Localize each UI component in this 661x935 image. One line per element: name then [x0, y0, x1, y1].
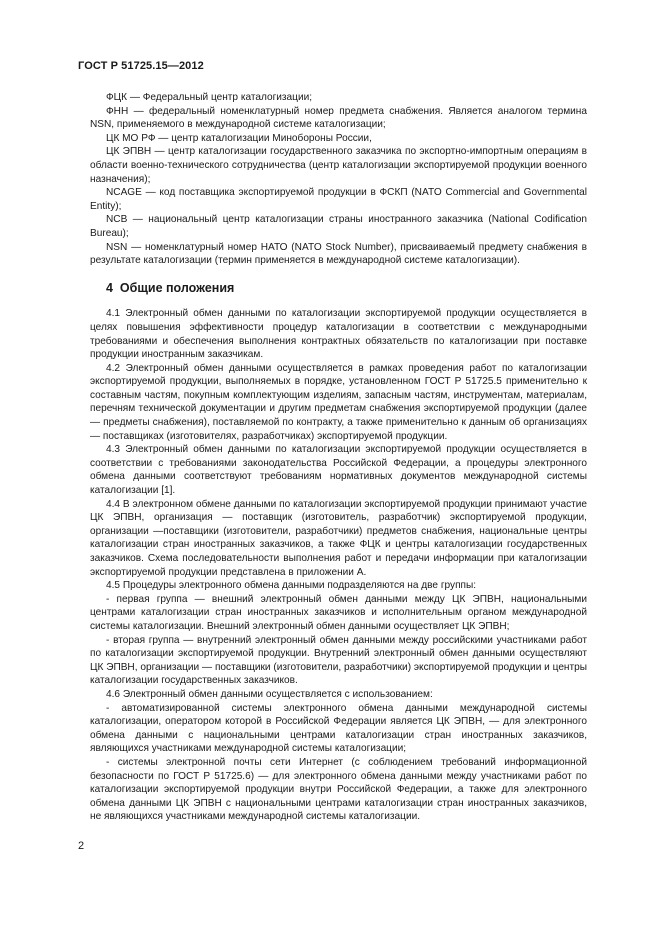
section-body — [90, 307, 587, 824]
paragraph: 4.1 Электронный обмен данными по каталогизации экспортируемой продукции осуществляется в целях повышения эффективности процедур каталогизации в соответствии с международными требованиями и обеспечения выполнения контрактных обязательств по каталогизации при поставке продукции иностранным заказчикам. — [90, 308, 587, 361]
abbreviation-item: NSN — номенклатурный номер НАТО (NATO Stock Number), присваиваемый предмету снабжения в результате каталогизации (термин применяется в международной системе каталогизации). — [90, 241, 587, 267]
abbreviation-item: ФНН — федеральный номенклатурный номер предмета снабжения. Является аналогом термина NSN, применяемого в международной системе каталогизации; — [90, 105, 587, 131]
document-header: ГОСТ Р 51725.15—2012 — [78, 60, 204, 72]
paragraph: 4.5 Процедуры электронного обмена данными подразделяются на две группы: — [106, 580, 477, 592]
paragraph: - вторая группа — внутренний электронный обмен данными между российскими участниками работ по каталогизации экспортируемой продукции. Внутренний электронный обмен данными осуществляют ЦК ЭПВН, организации — поставщики (изготовители, разработчики) экспортируемой продукции и центры каталогизации государственных заказчиков. — [90, 634, 587, 687]
paragraph: 4.6 Электронный обмен данными осуществляется с использованием: — [106, 688, 433, 700]
section-heading — [106, 282, 587, 296]
abbreviation-item: NCAGE — код поставщика экспортируемой продукции в ФСКП (NATO Commercial and Governmental Entity); — [90, 187, 587, 212]
abbreviation-item: NCB — национальный центр каталогизации страны иностранного заказчика (National Codification Bureau); — [90, 214, 587, 239]
abbreviation-item: ФЦК — Федеральный центр каталогизации; — [106, 92, 313, 103]
section-number: 4 — [106, 280, 113, 295]
paragraph: 4.4 В электронном обмене данными по каталогизации экспортируемой продукции принимают участие ЦК ЭПВН, организация — поставщик (изготовитель, разработчик) экспортируемой продукции, организации —поставщики (изготовители, разработчики) предметов снабжения, национальные центры каталогизации стран иностранных заказчиков, а также ФЦК и центры каталогизации государственных заказчиков. Схема последовательности выполнения работ и передачи информации при каталогизации экспортируемой продукции представлена в приложении А. — [90, 498, 587, 578]
abbreviations-list — [90, 91, 587, 268]
paragraph: - первая группа — внешний электронный обмен данными между ЦК ЭПВН, национальными центрами каталогизации стран иностранных заказчиков и исполнительным органом международной системы каталогизации. Внешний электронный обмен данными осуществляет ЦК ЭПВН; — [90, 593, 587, 632]
page-number: 2 — [78, 840, 85, 852]
paragraph: 4.2 Электронный обмен данными осуществляется в рамках проведения работ по каталогизации экспортируемой продукции, выполняемых в порядке, установленном ГОСТ Р 51725.5 применительно к составным частям, покупным комплектующим изделиям, запасным частям, инструментам, материалам, перечням технической документации и другим предметам снабжения экспортируемой продукции (далее — предметы снабжения), поставляемой по контракту, а также применительно к данным об организациях — поставщиках (изготовителях, разработчиках) экспортируемой продукции. — [90, 362, 587, 442]
paragraph: - автоматизированной системы электронного обмена данными международной системы каталогизации, оператором которой в Российской Федерации является ЦК ЭПВН, — для электронного обмена данными с национальными центрами каталогизации стран иностранных заказчиков, являющихся участниками международной системы каталогизации; — [90, 702, 587, 755]
paragraph: - системы электронной почты сети Интернет (с соблюдением требований информационной безопасности по ГОСТ Р 51725.6) — для электронного обмена данными между участниками работ по каталогизации экспортируемой продукции внутри Российской Федерации, а также для электронного обмена данными ЦК ЭПВН с национальными центрами каталогизации стран иностранных заказчиков, не являющихся участниками международной системы каталогизации. — [90, 756, 587, 823]
abbreviation-item: ЦК ЭПВН — центр каталогизации государственного заказчика по экспортно-импортным операциям в области военно-технического сотрудничества (центр каталогизации экспортируемой продукции военного назначения); — [90, 146, 587, 185]
section-title: Общие положения — [119, 280, 235, 295]
page-content — [90, 91, 587, 824]
paragraph: 4.3 Электронный обмен данными по каталогизации экспортируемой продукции осуществляется в соответствии с требованиями законодательства Российской Федерации, а процедуры электронного обмена данными соответствуют требованиям нормативных документов международной системы каталогизации [1]. — [90, 444, 587, 497]
abbreviation-item: ЦК МО РФ — центр каталогизации Минобороны России, — [106, 132, 372, 144]
